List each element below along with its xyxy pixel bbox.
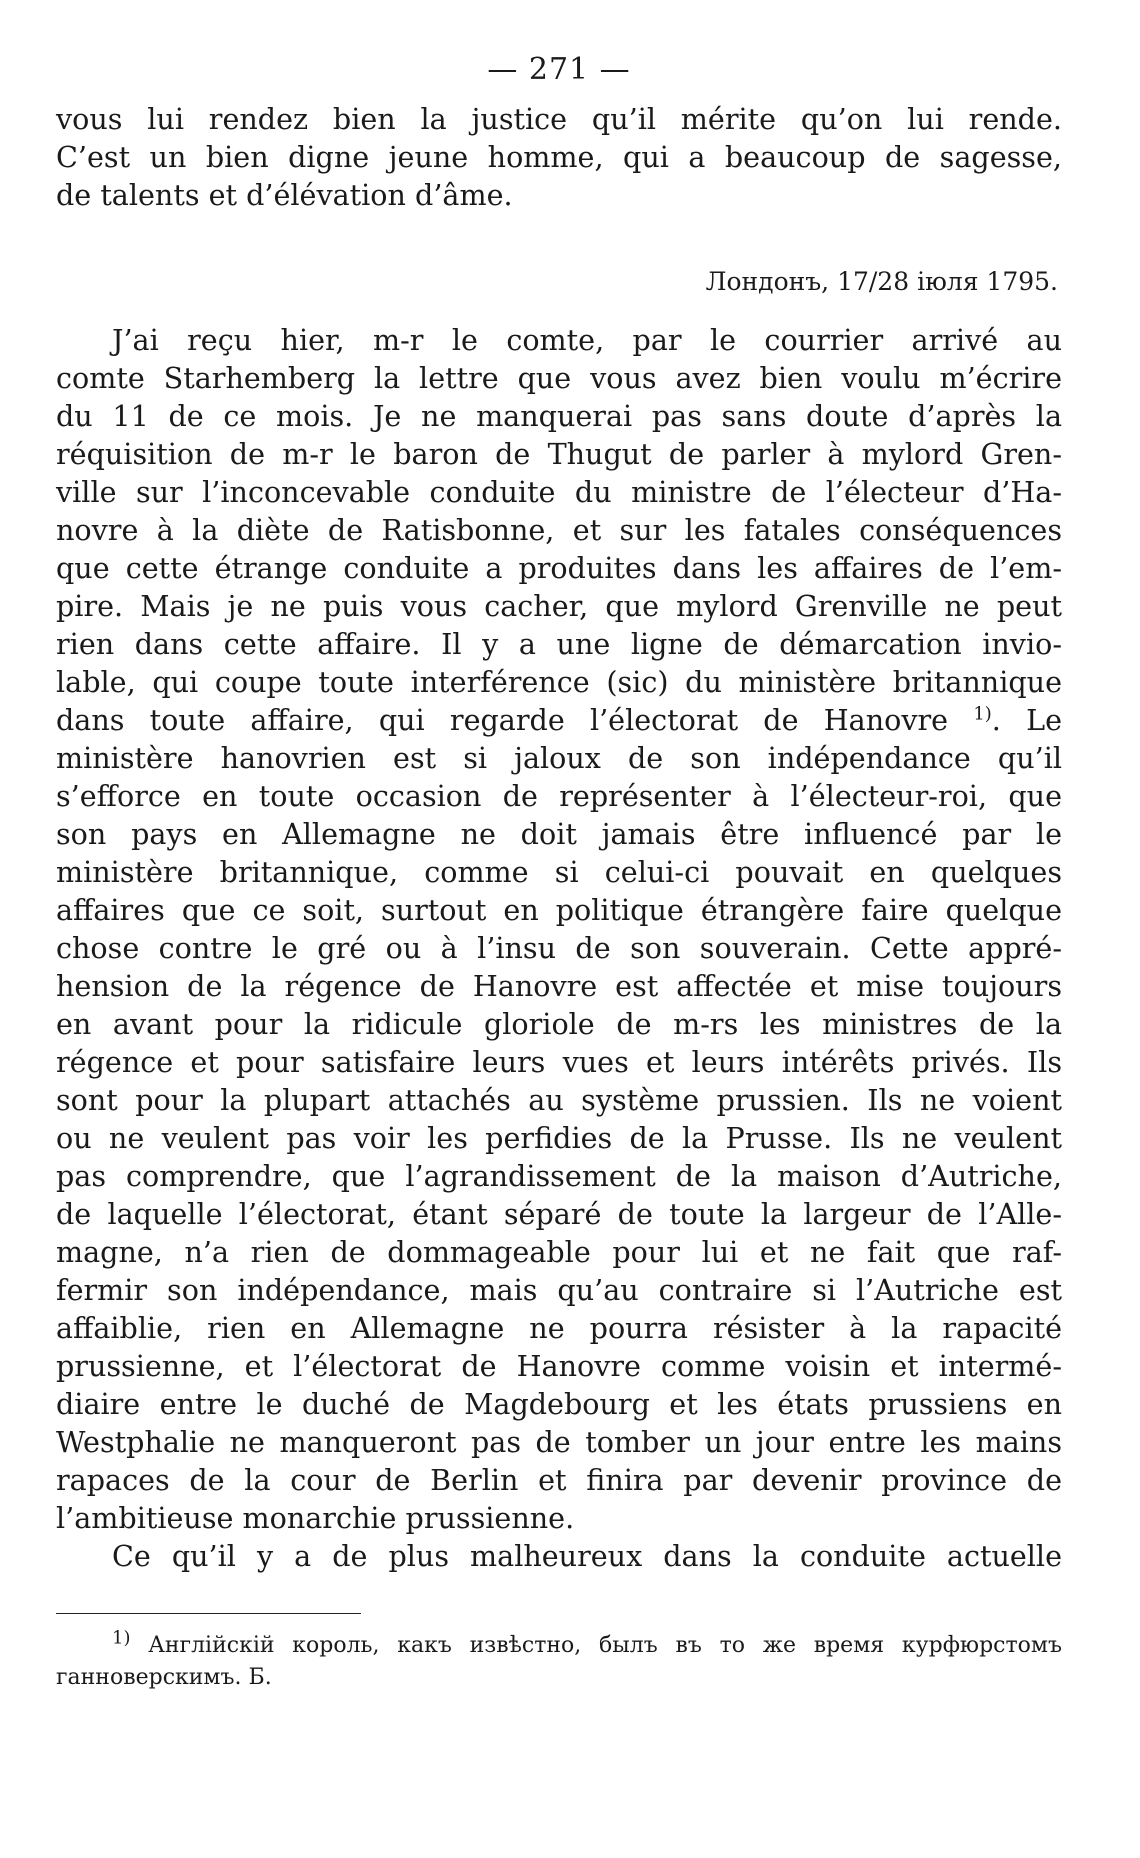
text-line: hension de la régence de Hanovre est affectée et mise toujours — [56, 969, 1062, 1003]
text-segment: . Le — [991, 703, 1063, 737]
text-line: vous lui rendez bien la justice qu’il mérite qu’on lui rende. — [56, 102, 1062, 136]
paragraph-1 — [56, 100, 1062, 214]
footnote-text: Англійскій король, какъ извѣстно, былъ въ то же время курфюрстомъ — [148, 1633, 1062, 1658]
text-line: de talents et d’élévation d’âme. — [56, 178, 513, 212]
text-line: C’est un bien digne jeune homme, qui a beaucoup de sagesse, — [56, 140, 1062, 174]
text-line: magne, n’a rien de dommageable pour lui et ne fait que raf- — [56, 1235, 1062, 1269]
text-line: Ce qu’il y a de plus malheureux dans la conduite actuelle — [112, 1539, 1062, 1573]
dateline: Лондонъ, 17/28 іюля 1795. — [705, 267, 1058, 296]
text-line: affaires que ce soit, surtout en politique étrangère faire quelque — [56, 893, 1062, 927]
text-line: chose contre le gré ou à l’insu de son souverain. Cette appré- — [56, 931, 1062, 965]
footnote-line — [56, 1627, 1062, 1662]
text-line: diaire entre le duché de Magdebourg et les états prussiens en — [56, 1387, 1062, 1421]
text-line: l’ambitieuse monarchie prussienne. — [56, 1501, 575, 1535]
text-line: réquisition de m-r le baron de Thugut de parler à mylord Gren- — [56, 437, 1062, 471]
text-line: s’efforce en toute occasion de représenter à l’électeur-roi, que — [56, 779, 1062, 813]
text-line: ministère hanovrien est si jaloux de son indépendance qu’il — [56, 741, 1062, 775]
text-line: affaiblie, rien en Allemagne ne pourra résister à la rapacité — [56, 1311, 1062, 1345]
text-line: rien dans cette affaire. Il y a une ligne de démarcation invio- — [56, 627, 1062, 661]
text-line: ou ne veulent pas voir les perfidies de la Prusse. Ils ne veulent — [56, 1121, 1062, 1155]
paragraph-2 — [56, 321, 1062, 1537]
paragraph-3 — [56, 1537, 1062, 1575]
text-line: de laquelle l’électorat, étant séparé de toute la largeur de l’Alle- — [56, 1197, 1062, 1231]
text-line: comte Starhemberg la lettre que vous avez bien voulu m’écrire — [56, 361, 1062, 395]
text-line: du 11 de ce mois. Je ne manquerai pas sans doute d’après la — [56, 399, 1062, 433]
footnote-line: ганноверскимъ. Б. — [56, 1665, 272, 1690]
text-line: ville sur l’inconcevable conduite du ministre de l’électeur d’Ha- — [56, 475, 1062, 509]
text-line: rapaces de la cour de Berlin et finira par devenir province de — [56, 1463, 1062, 1497]
text-line: prussienne, et l’électorat de Hanovre comme voisin et intermé- — [56, 1349, 1062, 1383]
text-line: J’ai reçu hier, m-r le comte, par le courrier arrivé au — [112, 323, 1062, 357]
text-line: pas comprendre, que l’agrandissement de la maison d’Autriche, — [56, 1159, 1062, 1193]
text-line-with-footnote — [56, 701, 1062, 739]
text-line: régence et pour satisfaire leurs vues et leurs intérêts privés. Ils — [56, 1045, 1062, 1079]
text-line: novre à la diète de Ratisbonne, et sur les fatales conséquences — [56, 513, 1062, 547]
footnote-marker: 1) — [112, 1627, 131, 1649]
text-line: fermir son indépendance, mais qu’au contraire si l’Autriche est — [56, 1273, 1062, 1307]
text-line: ministère britannique, comme si celui-ci pouvait en quelques — [56, 855, 1062, 889]
text-line: que cette étrange conduite a produites dans les affaires de l’em- — [56, 551, 1062, 585]
footnote — [56, 1627, 1062, 1694]
text-line: sont pour la plupart attachés au système prussien. Ils ne voient — [56, 1083, 1062, 1117]
footnote-marker: 1) — [973, 703, 992, 725]
text-line: pire. Mais je ne puis vous cacher, que mylord Grenville ne peut — [56, 589, 1062, 623]
page-number: — 271 — — [487, 52, 631, 87]
footnote-divider — [56, 1613, 361, 1614]
text-line: son pays en Allemagne ne doit jamais être influencé par le — [56, 817, 1062, 851]
text-segment: dans toute affaire, qui regarde l’électorat de Hanovre — [56, 703, 949, 737]
text-line: lable, qui coupe toute interférence (sic) du ministère britannique — [56, 665, 1062, 699]
text-line: Westphalie ne manqueront pas de tomber un jour entre les mains — [56, 1425, 1062, 1459]
text-line: en avant pour la ridicule gloriole de m-rs les ministres de la — [56, 1007, 1062, 1041]
document-page — [56, 50, 1062, 1694]
